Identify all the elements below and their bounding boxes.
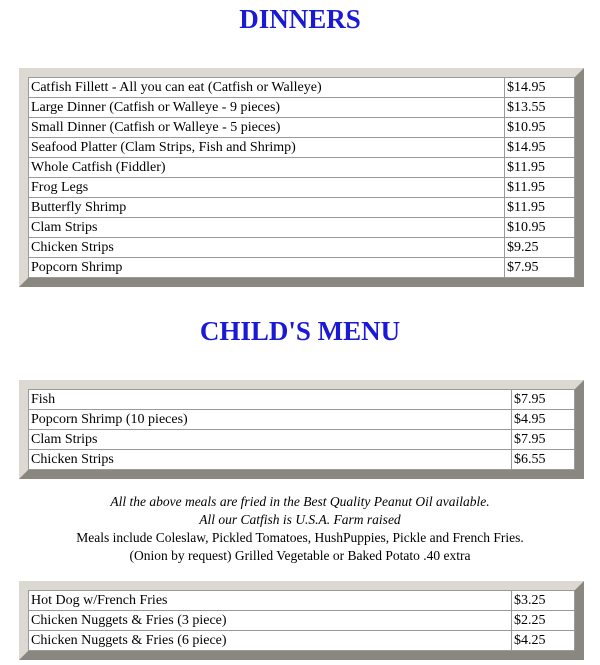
childs-menu-heading: CHILD'S MENU: [199, 316, 401, 346]
item-price: $7.95: [512, 390, 575, 410]
item-price: $11.95: [505, 178, 575, 198]
dinners-table: [28, 77, 575, 278]
item-price: $3.25: [512, 591, 575, 611]
table-row: [29, 450, 575, 470]
table-row: [29, 410, 575, 430]
dinners-menu-table: [19, 68, 584, 287]
item-price: $4.25: [512, 631, 575, 651]
item-name: Popcorn Shrimp (10 pieces): [29, 410, 512, 430]
table-row: [29, 78, 575, 98]
item-name: Chicken Nuggets & Fries (3 piece): [29, 611, 512, 631]
table-row: [29, 390, 575, 410]
item-name: Small Dinner (Catfish or Walleye - 5 pieces): [29, 118, 505, 138]
item-price: $11.95: [505, 198, 575, 218]
item-name: Clam Strips: [29, 218, 505, 238]
table-row: [29, 118, 575, 138]
item-name: Fish: [29, 390, 512, 410]
item-price: $2.25: [512, 611, 575, 631]
item-name: Butterfly Shrimp: [29, 198, 505, 218]
item-price: $4.95: [512, 410, 575, 430]
item-name: Popcorn Shrimp: [29, 258, 505, 278]
item-price: $10.95: [505, 218, 575, 238]
table-row: [29, 158, 575, 178]
table-row: [29, 198, 575, 218]
table-row: [29, 178, 575, 198]
notes-line-catfish: All our Catfish is U.S.A. Farm raised: [199, 512, 401, 527]
item-name: Seafood Platter (Clam Strips, Fish and Shrimp): [29, 138, 505, 158]
item-price: $7.95: [505, 258, 575, 278]
item-price: $13.55: [505, 98, 575, 118]
childs-table: [28, 389, 575, 470]
table-row: [29, 591, 575, 611]
notes-line-includes: Meals include Coleslaw, Pickled Tomatoes, HushPuppies, Pickle and French Fries.: [76, 530, 524, 545]
item-name: Whole Catfish (Fiddler): [29, 158, 505, 178]
item-price: $14.95: [505, 78, 575, 98]
extras-menu-table: [19, 581, 584, 660]
table-row: [29, 98, 575, 118]
table-row: [29, 430, 575, 450]
item-name: Frog Legs: [29, 178, 505, 198]
item-name: Chicken Strips: [29, 450, 512, 470]
childs-menu-table: [19, 380, 584, 479]
notes-line-oil: All the above meals are fried in the Best Quality Peanut Oil available.: [110, 494, 490, 509]
item-price: $11.95: [505, 158, 575, 178]
item-name: Chicken Nuggets & Fries (6 piece): [29, 631, 512, 651]
item-price: $14.95: [505, 138, 575, 158]
item-price: $7.95: [512, 430, 575, 450]
table-row: [29, 611, 575, 631]
item-price: $6.55: [512, 450, 575, 470]
table-row: [29, 238, 575, 258]
table-row: [29, 258, 575, 278]
table-row: [29, 631, 575, 651]
table-row: [29, 218, 575, 238]
table-row: [29, 138, 575, 158]
notes-line-extras: (Onion by request) Grilled Vegetable or Baked Potato .40 extra: [129, 548, 471, 563]
extras-table: [28, 590, 575, 651]
item-name: Large Dinner (Catfish or Walleye - 9 pieces): [29, 98, 505, 118]
menu-notes: [0, 493, 600, 565]
item-name: Hot Dog w/French Fries: [29, 591, 512, 611]
item-name: Clam Strips: [29, 430, 512, 450]
item-name: Catfish Fillett - All you can eat (Catfish or Walleye): [29, 78, 505, 98]
item-price: $9.25: [505, 238, 575, 258]
dinners-heading: DINNERS: [239, 4, 361, 34]
item-name: Chicken Strips: [29, 238, 505, 258]
item-price: $10.95: [505, 118, 575, 138]
